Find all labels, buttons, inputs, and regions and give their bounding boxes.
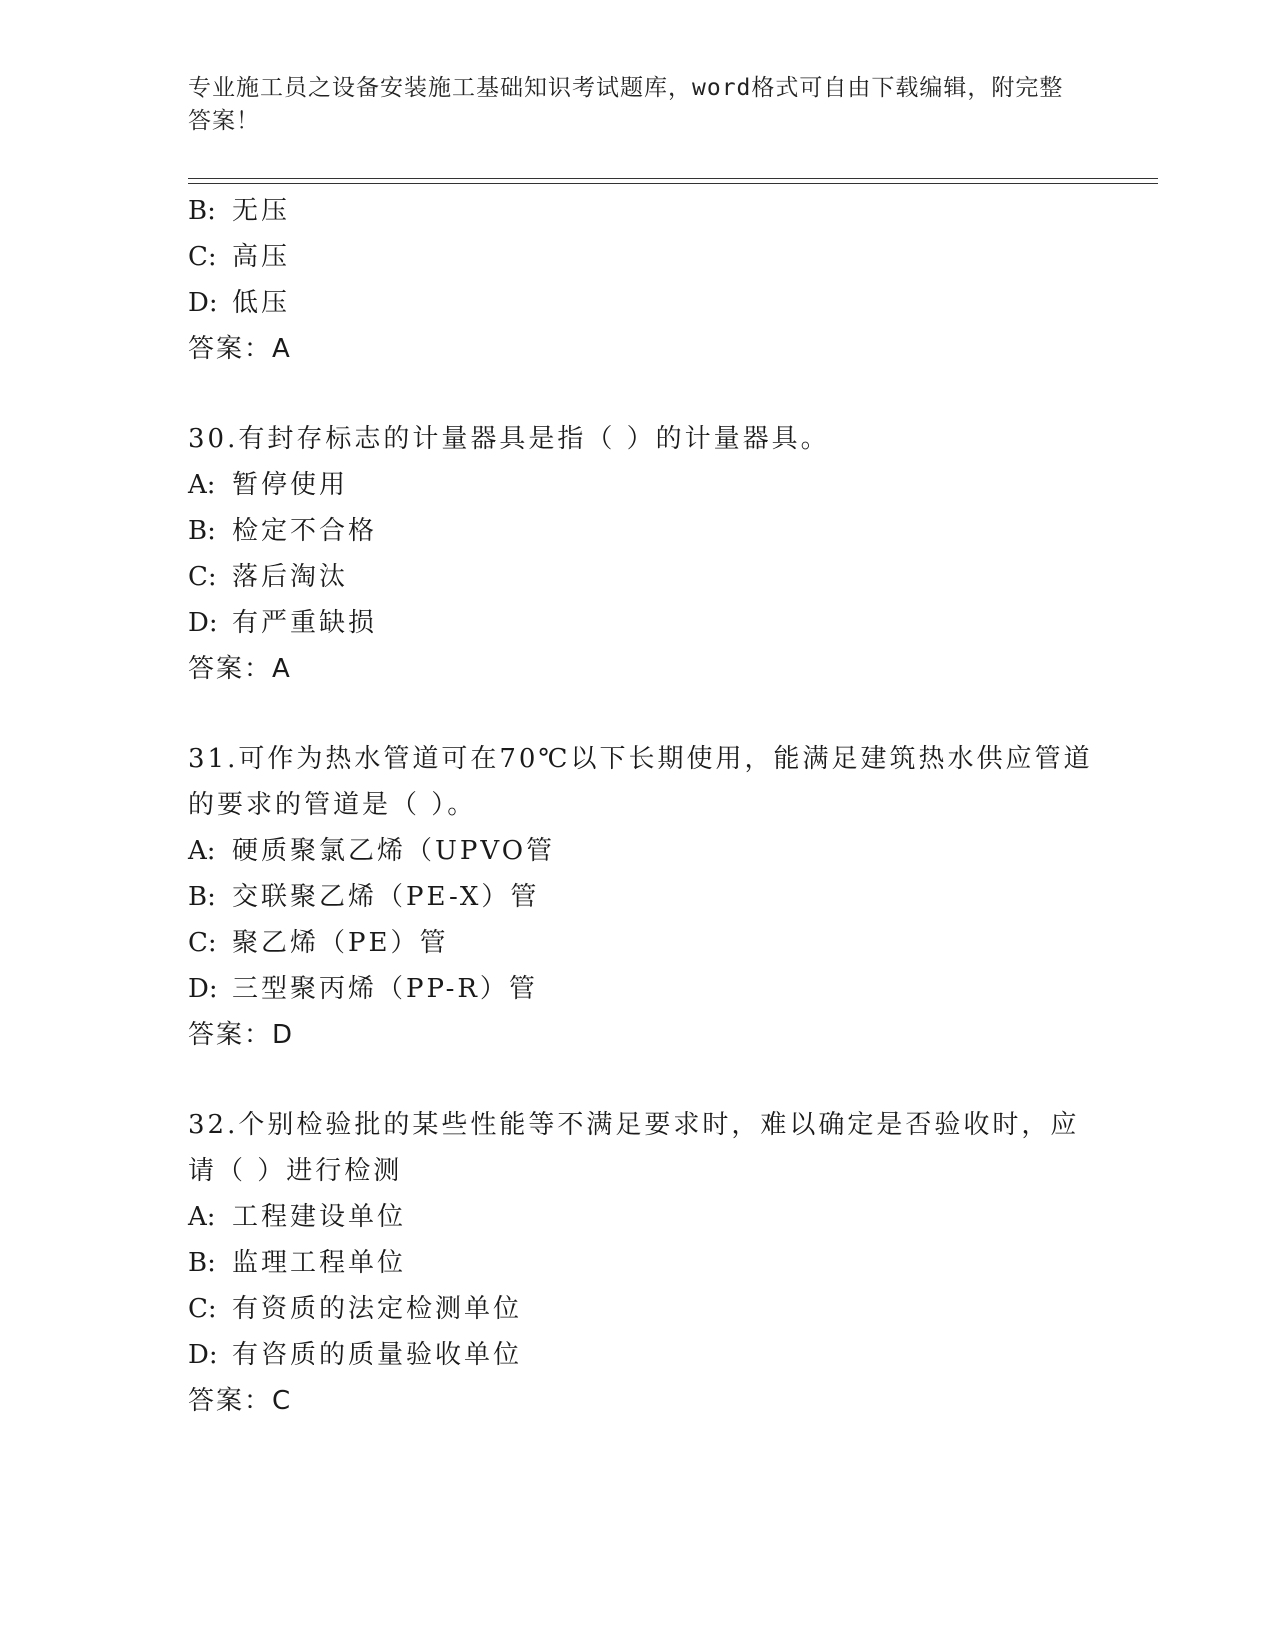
answer-line: 答案：A <box>188 334 292 364</box>
header-divider-bottom <box>188 183 1158 184</box>
option-b <box>188 874 1088 920</box>
option-text: 硬质聚氯乙烯（UPVO管 <box>232 836 556 866</box>
question-stem-line-1: 31.可作为热水管道可在70℃以下长期使用，能满足建筑热水供应管道 <box>188 744 1093 774</box>
option-a <box>188 828 1088 874</box>
option-c <box>188 234 1088 280</box>
option-letter: B: <box>188 516 216 546</box>
option-letter: A: <box>188 470 216 500</box>
question-stem: 30.有封存标志的计量器具是指（ ）的计量器具。 <box>188 424 830 454</box>
option-text: 检定不合格 <box>232 516 378 546</box>
option-text: 暂停使用 <box>232 470 349 500</box>
option-a <box>188 462 1088 508</box>
option-text: 有严重缺损 <box>232 608 378 638</box>
document-header <box>188 72 1068 138</box>
option-letter: B: <box>188 1248 216 1278</box>
option-b <box>188 508 1088 554</box>
header-text: 专业施工员之设备安装施工基础知识考试题库，word格式可自由下载编辑，附完整答案！ <box>188 75 1064 134</box>
option-text: 监理工程单位 <box>232 1248 407 1278</box>
question-31 <box>188 736 1093 1058</box>
option-text: 低压 <box>232 288 291 318</box>
option-c <box>188 554 1088 600</box>
option-letter: A: <box>188 836 216 866</box>
option-b <box>188 1240 1088 1286</box>
option-text: 无压 <box>232 196 291 226</box>
option-d <box>188 280 1088 326</box>
option-c <box>188 920 1088 966</box>
answer-line: 答案：A <box>188 654 292 684</box>
option-text: 落后淘汰 <box>232 562 349 592</box>
option-letter: D: <box>188 288 218 318</box>
answer-line: 答案：C <box>188 1386 293 1416</box>
option-letter: D: <box>188 974 218 1004</box>
option-text: 聚乙烯（PE）管 <box>232 928 449 958</box>
option-d <box>188 1332 1088 1378</box>
option-text: 交联聚乙烯（PE-X）管 <box>232 882 540 912</box>
option-letter: D: <box>188 608 218 638</box>
option-text: 工程建设单位 <box>232 1202 407 1232</box>
question-32 <box>188 1102 1088 1424</box>
option-text: 有咨质的质量验收单位 <box>232 1340 523 1370</box>
option-letter: C: <box>188 1294 217 1324</box>
question-30 <box>188 416 1088 692</box>
question-list <box>188 188 1093 1424</box>
header-divider-top <box>188 178 1158 179</box>
option-text: 三型聚丙烯（PP-R）管 <box>232 974 538 1004</box>
option-letter: D: <box>188 1340 218 1370</box>
option-d <box>188 600 1088 646</box>
option-letter: C: <box>188 562 217 592</box>
option-b <box>188 188 1088 234</box>
option-a <box>188 1194 1088 1240</box>
option-letter: B: <box>188 882 216 912</box>
option-c <box>188 1286 1088 1332</box>
question-stem-line-1: 32.个别检验批的某些性能等不满足要求时，难以确定是否验收时，应 <box>188 1110 1080 1140</box>
option-text: 高压 <box>232 242 291 272</box>
answer-line: 答案：D <box>188 1020 295 1050</box>
option-letter: C: <box>188 242 217 272</box>
question-stem-line-2: 的要求的管道是（ ）。 <box>188 790 477 820</box>
option-letter: C: <box>188 928 217 958</box>
question-29-continued <box>188 188 1088 372</box>
option-text: 有资质的法定检测单位 <box>232 1294 523 1324</box>
question-stem-line-2: 请（ ）进行检测 <box>188 1156 403 1186</box>
option-d <box>188 966 1088 1012</box>
option-letter: A: <box>188 1202 216 1232</box>
option-letter: B: <box>188 196 216 226</box>
